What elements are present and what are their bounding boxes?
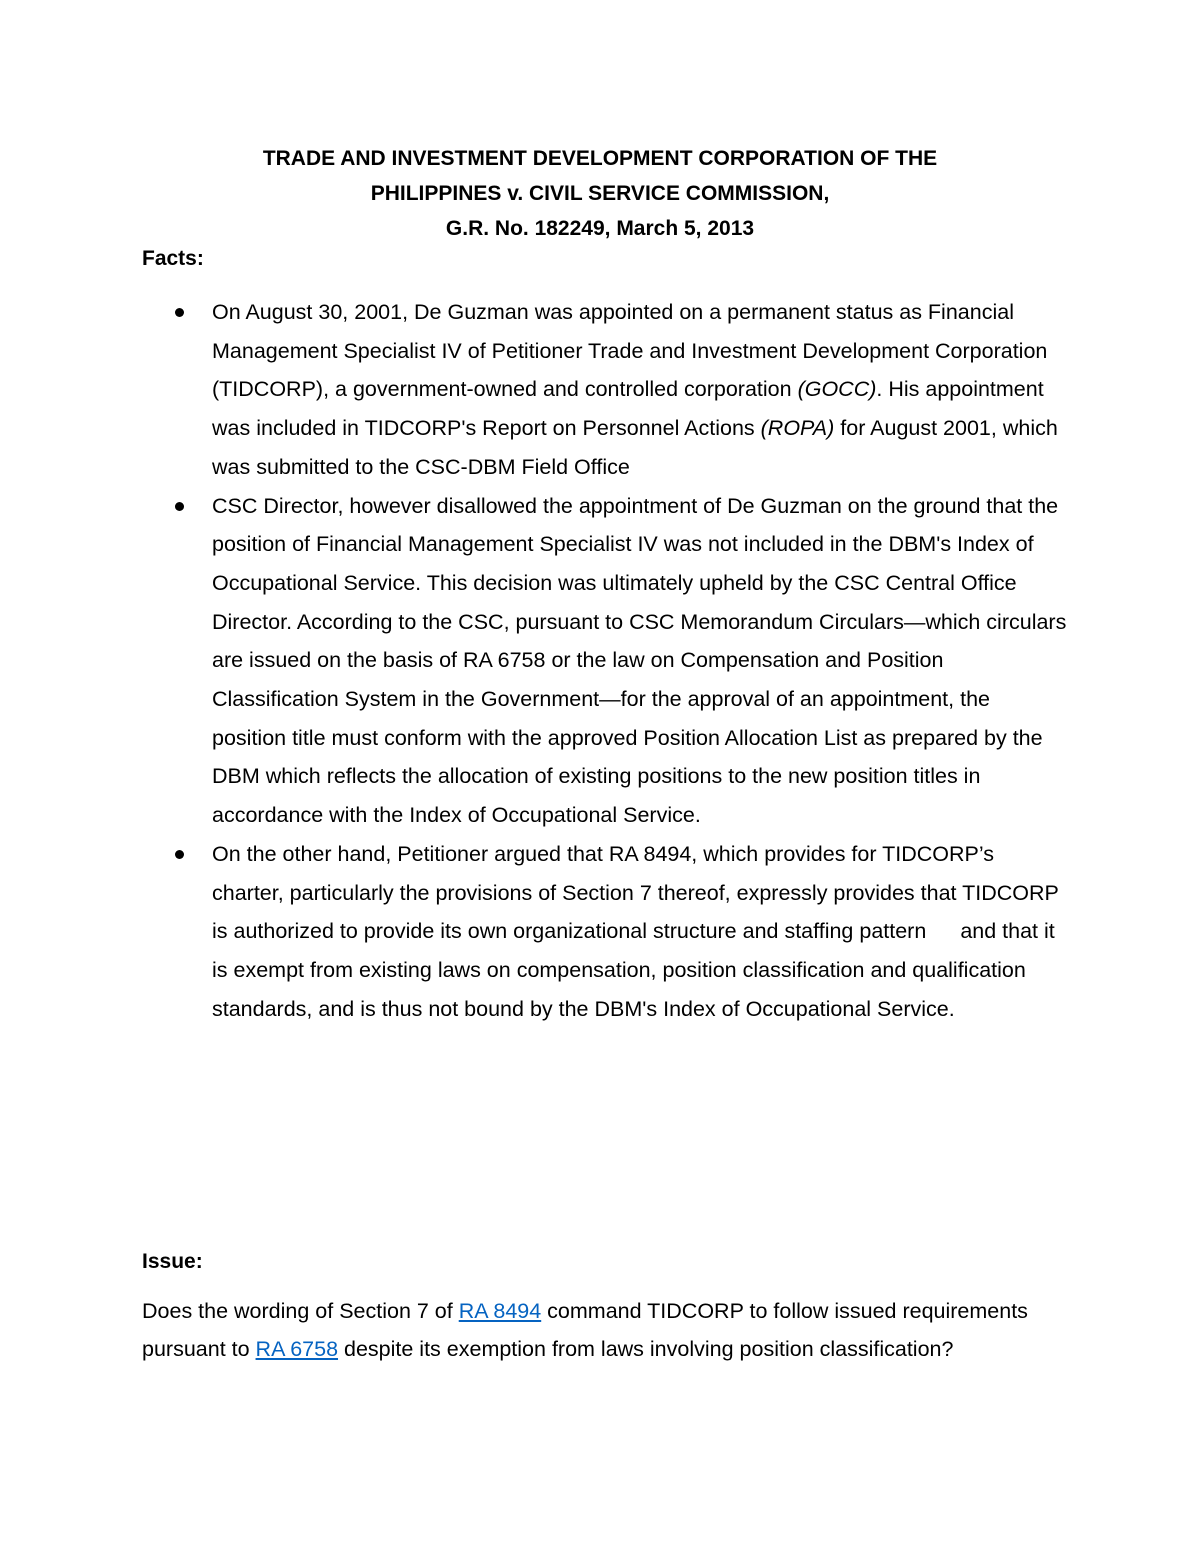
facts-item-1 bbox=[142, 293, 1067, 487]
issue-text-2: command TIDCORP to follow issued requirements pursuant to bbox=[142, 1299, 1028, 1361]
case-title-line-1: TRADE AND INVESTMENT DEVELOPMENT CORPORATION OF THE bbox=[262, 147, 938, 170]
issue-paragraph bbox=[142, 1292, 1062, 1368]
case-title-line-2: PHILIPPINES v. CIVIL SERVICE COMMISSION, bbox=[370, 182, 830, 205]
facts-list bbox=[142, 293, 1067, 1028]
issue-heading: Issue: bbox=[142, 1250, 203, 1273]
facts-item-1-text: On August 30, 2001, De Guzman was appointed on a permanent status as Financial Management Specialist IV of Petitioner Trade and Investment Development Corporation (TIDCORP), a government-owned and controlled corporation bbox=[212, 300, 1048, 402]
facts-item-3-text: On the other hand, Petitioner argued that RA 8494, which provides for TIDCORP’s charter, particularly the provisions of Section 7 thereof, expressly provides that TIDCORP is authorized to provide its own organizational structure and staffing pattern bbox=[212, 841, 1059, 944]
case-title bbox=[0, 141, 1200, 246]
facts-heading: Facts: bbox=[142, 247, 204, 270]
bullet-icon bbox=[175, 850, 184, 859]
facts-item-1-text-end: for August 2001, which was submitted to the CSC-DBM Field Office bbox=[212, 416, 1058, 479]
case-citation: G.R. No. 182249, March 5, 2013 bbox=[445, 217, 755, 240]
facts-item-2-text: CSC Director, however disallowed the appointment of De Guzman on the ground that the position of Financial Management Specialist IV was not included in the DBM's Index of Occupational Service. This decision was ultimately upheld by the CSC Central Office Director. According to the CSC, pursuant to CSC Memorandum Circulars—which circulars are issued on the basis of RA 6758 or the law on Compensation and Position Classification System in the Government—for the approval of an appointment, the position title must conform with the approved Position Allocation List as prepared by the DBM which reflects the allocation of existing positions to the new position titles in accordance with the Index of Occupational Service. bbox=[212, 493, 1067, 828]
facts-item-1-text-cont: . His appointment was included in TIDCORP's Report on Personnel Actions bbox=[212, 377, 1044, 441]
ra-8494-link[interactable]: RA 8494 bbox=[458, 1299, 542, 1323]
bullet-icon bbox=[175, 502, 184, 511]
issue-text-3: despite its exemption from laws involving position classification? bbox=[338, 1337, 954, 1361]
facts-item-3 bbox=[142, 835, 1067, 1029]
gocc-abbreviation: (GOCC) bbox=[797, 377, 877, 402]
ra-6758-link[interactable]: RA 6758 bbox=[255, 1337, 339, 1361]
facts-item-2 bbox=[142, 487, 1067, 835]
ropa-abbreviation: (ROPA) bbox=[760, 416, 835, 441]
facts-item-3-text-cont: and that it is exempt from existing laws on compensation, position classification and qualification standards, and is thus not bound by the DBM's Index of Occupational Service. bbox=[212, 919, 1055, 1021]
issue-text-1: Does the wording of Section 7 of bbox=[142, 1299, 459, 1323]
bullet-icon bbox=[175, 308, 184, 317]
